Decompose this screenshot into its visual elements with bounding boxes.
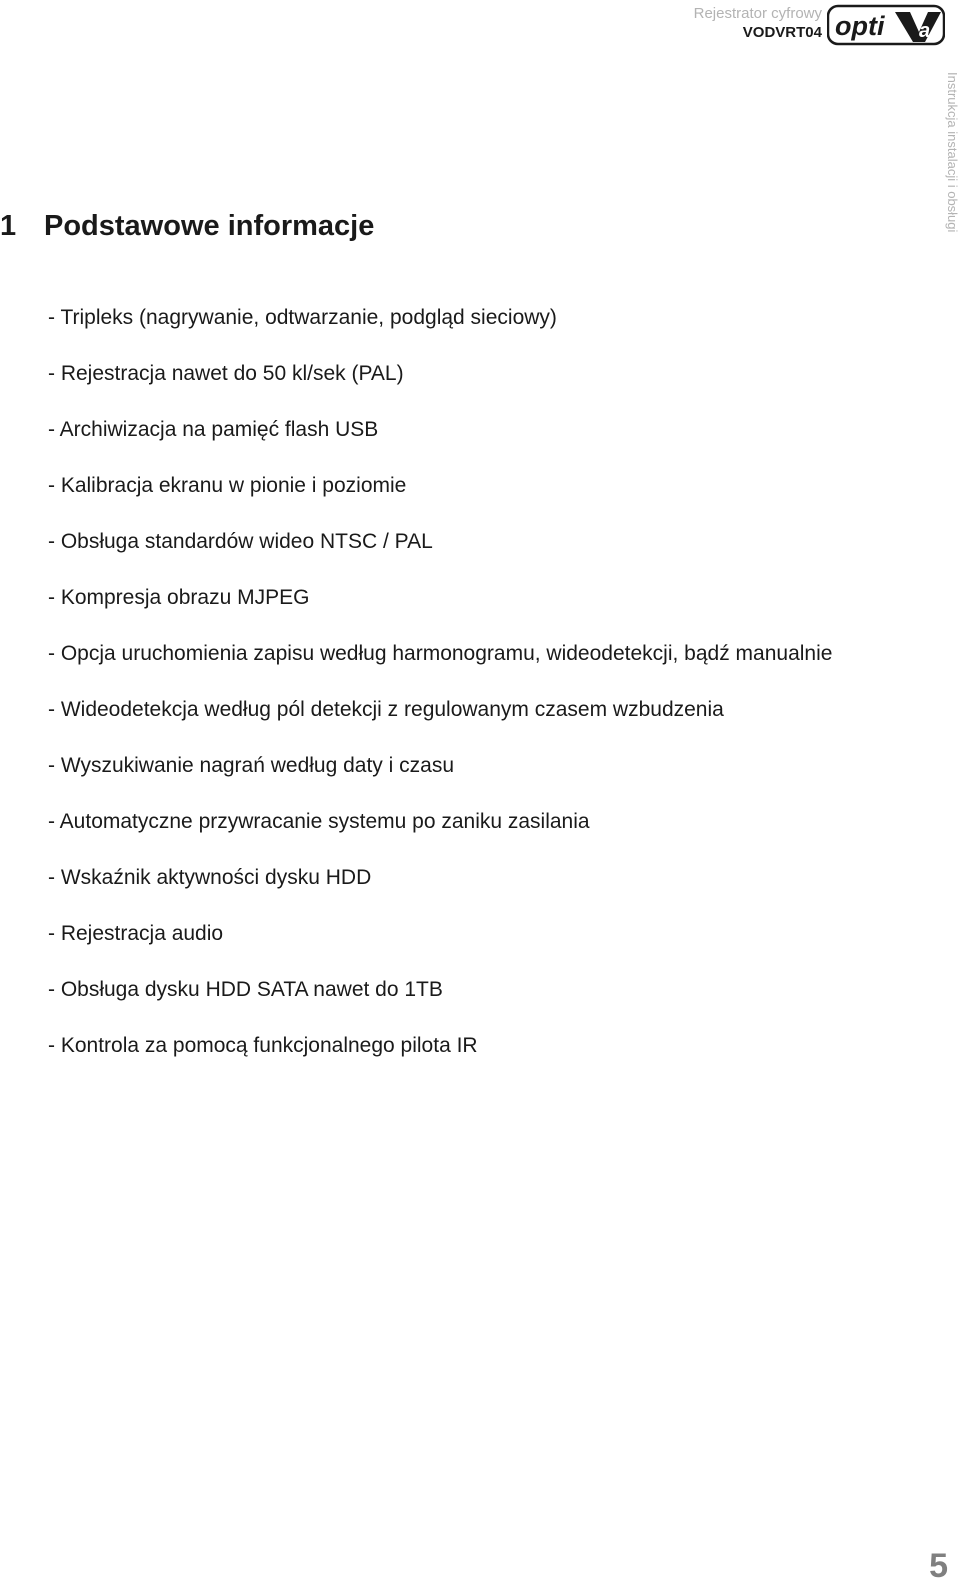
feature-item: - Archiwizacja na pamięć flash USB bbox=[48, 418, 379, 441]
feature-item: - Kompresja obrazu MJPEG bbox=[48, 586, 310, 609]
optiva-logo bbox=[827, 4, 945, 46]
feature-item: - Tripleks (nagrywanie, odtwarzanie, podgląd sieciowy) bbox=[48, 306, 557, 329]
document-header bbox=[694, 6, 822, 40]
feature-item: - Opcja uruchomienia zapisu według harmonogramu, wideodetekcji, bądź manualnie bbox=[48, 642, 833, 665]
feature-item: - Obsługa standardów wideo NTSC / PAL bbox=[48, 530, 433, 553]
section-number: 1 bbox=[0, 210, 17, 242]
section-heading bbox=[0, 210, 374, 243]
page-number: 5 bbox=[929, 1547, 948, 1585]
header-product-type: Rejestrator cyfrowy bbox=[693, 5, 822, 22]
feature-item: - Wyszukiwanie nagrań według daty i czasu bbox=[48, 754, 455, 777]
header-model: VODVRT04 bbox=[742, 24, 822, 41]
side-document-label: Instrukcja instalacji i obsługi bbox=[945, 72, 960, 233]
feature-item: - Automatyczne przywracanie systemu po zaniku zasilania bbox=[48, 810, 590, 833]
feature-item: - Wideodetekcja według pól detekcji z regulowanym czasem wzbudzenia bbox=[48, 698, 724, 721]
svg-text:a: a bbox=[919, 20, 931, 42]
feature-item: - Rejestracja nawet do 50 kl/sek (PAL) bbox=[48, 362, 404, 385]
section-title: Podstawowe informacje bbox=[44, 210, 375, 242]
feature-item: - Kontrola za pomocą funkcjonalnego pilota IR bbox=[48, 1034, 478, 1057]
feature-item: - Obsługa dysku HDD SATA nawet do 1TB bbox=[48, 978, 443, 1001]
feature-list bbox=[48, 304, 888, 1088]
svg-text:opti: opti bbox=[835, 11, 885, 41]
feature-item: - Rejestracja audio bbox=[48, 922, 224, 945]
feature-item: - Wskaźnik aktywności dysku HDD bbox=[48, 866, 372, 889]
feature-item: - Kalibracja ekranu w pionie i poziomie bbox=[48, 474, 407, 497]
